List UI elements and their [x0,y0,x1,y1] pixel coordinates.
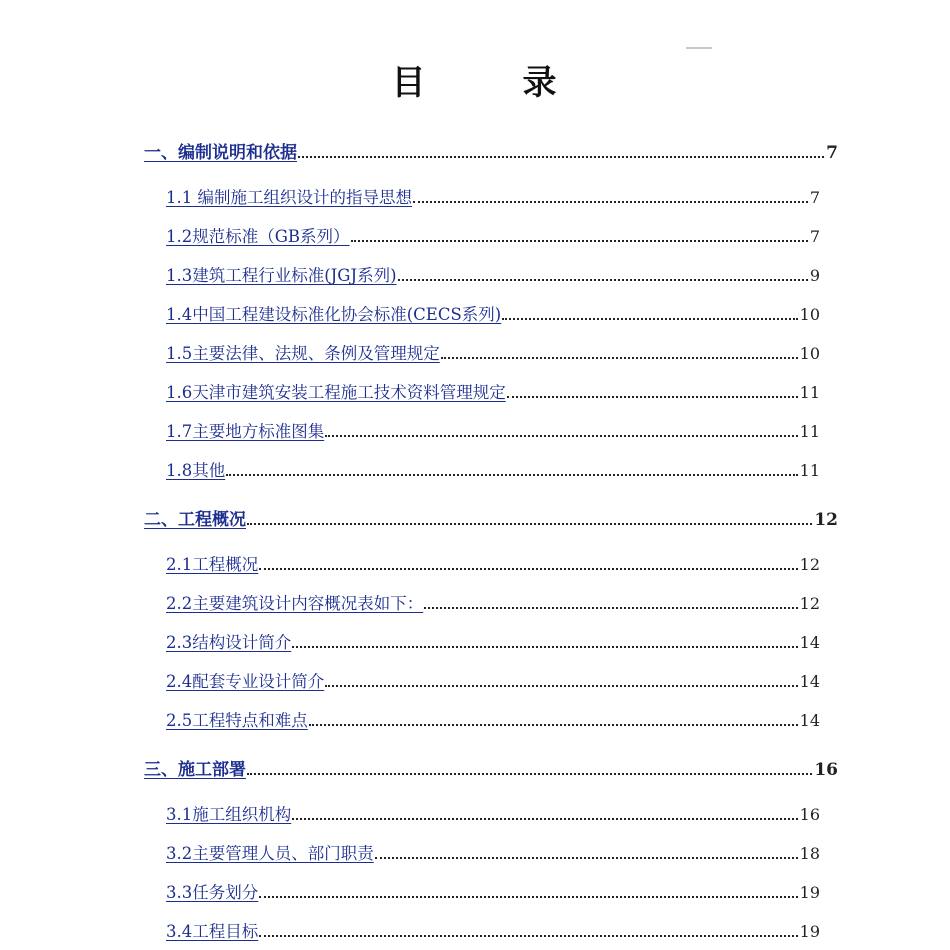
dot-leader [424,607,797,609]
toc-section-label: 三、施工部署 [144,760,246,780]
toc-page-number: 14 [799,711,820,730]
dot-leader [413,201,808,203]
toc-page-number: 11 [799,422,820,441]
toc-page-number: 12 [814,510,838,530]
toc-item-label: 1.3建筑工程行业标准(JGJ系列) [166,266,397,285]
toc-section-2[interactable] [144,505,838,530]
toc-item-label: 3.2主要管理人员、部门职责 [166,844,374,863]
toc-page-number: 7 [809,188,820,207]
dot-leader [259,568,797,570]
toc-item-1-5[interactable] [166,340,820,364]
dot-leader [298,156,824,158]
dot-leader [441,357,798,359]
toc-item-1-3[interactable] [166,262,820,286]
dot-leader [259,935,797,937]
toc-item-1-2[interactable] [166,223,820,247]
toc-page-number: 10 [799,344,820,363]
dot-leader [325,435,797,437]
title-char-left: 目 [391,63,428,103]
toc-section-label: 一、编制说明和依据 [144,143,297,163]
dot-leader [226,474,797,476]
toc-item-label: 1.8其他 [166,461,226,480]
toc-page-number: 19 [799,922,820,941]
toc-item-1-7[interactable] [166,418,820,442]
toc-page-number: 18 [799,844,820,863]
toc-page-number: 11 [799,461,820,480]
toc-page-number: 12 [799,594,820,613]
toc-item-label: 1.6天津市建筑安装工程施工技术资料管理规定 [166,383,506,402]
toc-page-number: 16 [799,805,820,824]
toc-item-label: 3.3任务划分 [166,883,259,902]
toc-item-label: 1.1 编制施工组织设计的指导思想 [166,188,412,207]
page-title [0,55,950,104]
toc-item-label: 1.5主要法律、法规、条例及管理规定 [166,344,440,363]
toc-item-label: 2.4配套专业设计简介 [166,672,325,691]
toc-item-2-5[interactable] [166,707,820,731]
toc-item-3-2[interactable] [166,840,820,864]
toc-page-number: 7 [826,143,838,163]
toc-section-1[interactable] [144,138,838,163]
toc-item-label: 1.4中国工程建设标准化协会标准(CECS系列) [166,305,502,324]
dot-leader [375,857,798,859]
toc-item-1-1[interactable] [166,184,820,208]
dot-leader [292,818,797,820]
toc-item-label: 1.2规范标准（GB系列） [166,227,350,246]
dot-leader [502,318,797,320]
toc-item-1-8[interactable] [166,457,820,481]
toc-item-label: 3.4工程目标 [166,922,259,941]
dot-leader [325,685,797,687]
toc-section-3[interactable] [144,755,838,780]
toc-page-number: 10 [799,305,820,324]
dot-leader [247,523,812,525]
toc-item-1-6[interactable] [166,379,820,403]
toc-page-number: 19 [799,883,820,902]
dot-leader [247,773,812,775]
dot-leader [259,896,797,898]
dot-leader [351,240,808,242]
dot-leader [292,646,797,648]
toc-item-label: 1.7主要地方标准图集 [166,422,325,441]
toc-page-number: 7 [809,227,820,246]
toc-page-number: 14 [799,672,820,691]
toc-item-1-4[interactable] [166,301,820,325]
toc-item-2-3[interactable] [166,629,820,653]
toc-item-label: 3.1施工组织机构 [166,805,292,824]
toc-section-label: 二、工程概况 [144,510,246,530]
toc-item-3-1[interactable] [166,801,820,825]
separator-dash [686,47,712,49]
toc-item-label: 2.2主要建筑设计内容概况表如下： [166,594,424,613]
dot-leader [398,279,808,281]
toc-item-label: 2.1工程概况 [166,555,259,574]
toc-item-label: 2.5工程特点和难点 [166,711,308,730]
toc-page-number: 9 [809,266,820,285]
toc-item-3-3[interactable] [166,879,820,903]
toc-page-number: 14 [799,633,820,652]
title-char-right: 录 [522,63,559,103]
toc-item-3-4[interactable] [166,918,820,942]
dot-leader [507,396,798,398]
toc-page-number: 11 [799,383,820,402]
toc-item-label: 2.3结构设计简介 [166,633,292,652]
toc-item-2-4[interactable] [166,668,820,692]
toc-page-number: 16 [814,760,838,780]
toc-page-number: 12 [799,555,820,574]
toc-item-2-2[interactable] [166,590,820,614]
dot-leader [309,724,798,726]
toc-item-2-1[interactable] [166,551,820,575]
